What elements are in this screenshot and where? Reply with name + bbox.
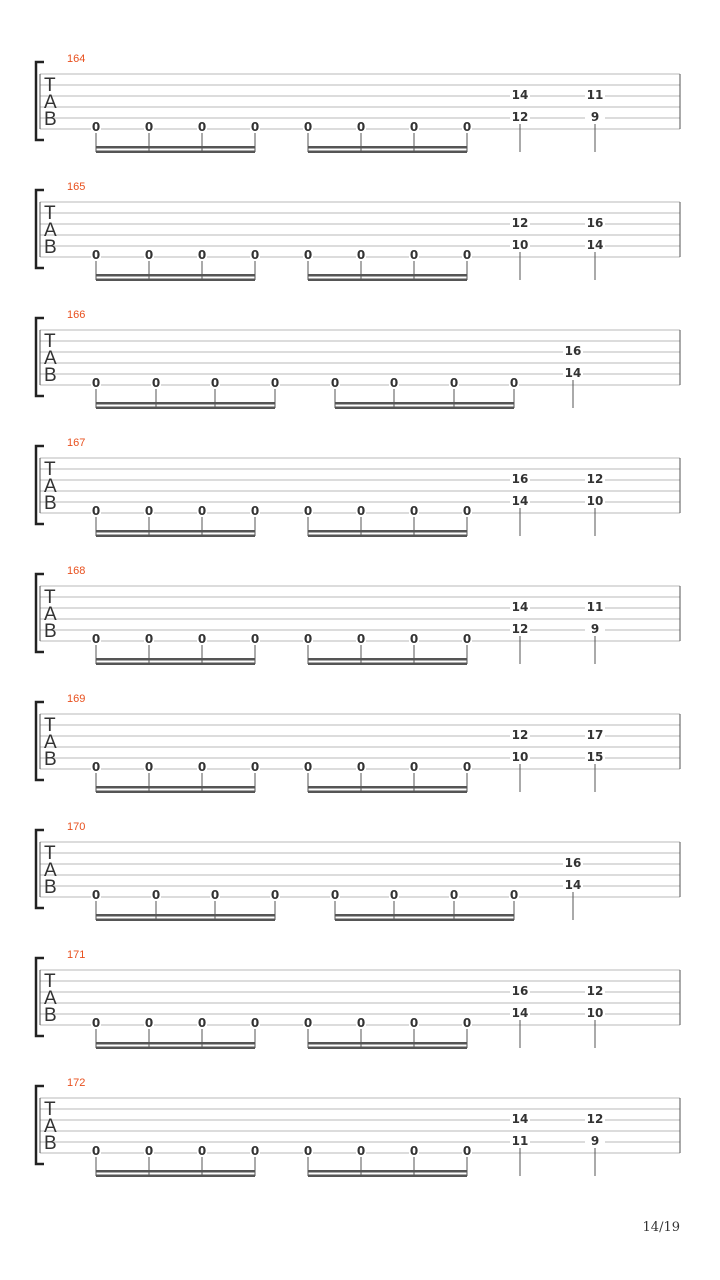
chord-fret-top: 16: [511, 984, 529, 998]
beam: [335, 407, 514, 410]
tab-system: [36, 693, 680, 793]
fret-number: 0: [210, 376, 220, 390]
beam: [96, 791, 255, 794]
tab-clef-letter: T: [44, 587, 56, 608]
chord-fret-top: 16: [586, 216, 604, 230]
fret-number: 0: [91, 1144, 101, 1158]
fret-number: 0: [409, 1144, 419, 1158]
fret-number: 0: [509, 888, 519, 902]
chord-fret-top: 14: [511, 600, 529, 614]
chord-fret-bottom: 9: [590, 1134, 600, 1148]
tab-clef-letter: T: [44, 203, 56, 224]
chord-fret-bottom: 10: [511, 238, 529, 252]
tab-clef-letter: A: [44, 604, 57, 625]
fret-number: 0: [197, 1016, 207, 1030]
beam: [96, 1042, 255, 1045]
chord-fret-top: 12: [586, 984, 604, 998]
chord-fret-bottom: 12: [511, 110, 529, 124]
fret-number: 0: [250, 760, 260, 774]
fret-number: 0: [462, 632, 472, 646]
tab-clef-letter: T: [44, 331, 56, 352]
tab-clef-letter: A: [44, 860, 57, 881]
chord-fret-bottom: 14: [586, 238, 604, 252]
fret-number: 0: [356, 1144, 366, 1158]
tab-clef-letter: A: [44, 988, 57, 1009]
chord-fret-bottom: 10: [586, 494, 604, 508]
fret-number: 0: [270, 888, 280, 902]
tab-clef-letter: B: [44, 493, 57, 514]
chord-fret-bottom: 11: [511, 1134, 529, 1148]
tab-system: [36, 53, 680, 153]
fret-number: 0: [409, 504, 419, 518]
chord-fret-top: 12: [511, 216, 529, 230]
beam: [96, 402, 275, 405]
fret-number: 0: [449, 888, 459, 902]
tab-clef-letter: T: [44, 715, 56, 736]
tab-clef-letter: B: [44, 1005, 57, 1026]
chord-fret-top: 14: [511, 1112, 529, 1126]
tab-clef-letter: B: [44, 749, 57, 770]
beam: [308, 1175, 467, 1178]
fret-number: 0: [144, 632, 154, 646]
fret-number: 0: [356, 504, 366, 518]
fret-number: 0: [250, 1144, 260, 1158]
fret-number: 0: [144, 1144, 154, 1158]
fret-number: 0: [250, 632, 260, 646]
fret-number: 0: [303, 1016, 313, 1030]
fret-number: 0: [91, 120, 101, 134]
fret-number: 0: [144, 248, 154, 262]
fret-number: 0: [144, 760, 154, 774]
fret-number: 0: [151, 376, 161, 390]
beam: [308, 791, 467, 794]
beam: [308, 535, 467, 538]
beam: [96, 914, 275, 917]
beam: [96, 919, 275, 922]
tab-clef-letter: B: [44, 109, 57, 130]
tab-clef-letter: B: [44, 365, 57, 386]
beam: [96, 274, 255, 277]
beam: [96, 658, 255, 661]
fret-number: 0: [197, 120, 207, 134]
chord-fret-bottom: 14: [511, 1006, 529, 1020]
tab-clef-letter: B: [44, 621, 57, 642]
fret-number: 0: [250, 1016, 260, 1030]
tab-clef-letter: T: [44, 1099, 56, 1120]
chord-fret-top: 11: [586, 600, 604, 614]
measure-number: 166: [67, 309, 86, 321]
fret-number: 0: [330, 888, 340, 902]
measure-number: 164: [67, 53, 86, 65]
fret-number: 0: [197, 632, 207, 646]
fret-number: 0: [91, 888, 101, 902]
fret-number: 0: [250, 504, 260, 518]
fret-number: 0: [91, 632, 101, 646]
beam: [96, 407, 275, 410]
tab-clef-letter: A: [44, 92, 57, 113]
fret-number: 0: [91, 504, 101, 518]
tab-clef-letter: T: [44, 75, 56, 96]
chord-fret-top: 16: [564, 344, 582, 358]
beam: [308, 274, 467, 277]
fret-number: 0: [449, 376, 459, 390]
fret-number: 0: [389, 888, 399, 902]
tab-clef-letter: A: [44, 476, 57, 497]
beam: [96, 151, 255, 154]
fret-number: 0: [270, 376, 280, 390]
beam: [96, 786, 255, 789]
chord-fret-bottom: 10: [586, 1006, 604, 1020]
chord-fret-top: 17: [586, 728, 604, 742]
fret-number: 0: [91, 1016, 101, 1030]
fret-number: 0: [409, 120, 419, 134]
fret-number: 0: [197, 504, 207, 518]
fret-number: 0: [462, 504, 472, 518]
chord-fret-top: 11: [586, 88, 604, 102]
tab-system: [36, 565, 680, 665]
tab-clef-letter: T: [44, 843, 56, 864]
fret-number: 0: [389, 376, 399, 390]
tab-clef-letter: A: [44, 220, 57, 241]
measure-number: 165: [67, 181, 86, 193]
chord-fret-bottom: 14: [564, 878, 582, 892]
beam: [308, 530, 467, 533]
chord-fret-bottom: 9: [590, 622, 600, 636]
fret-number: 0: [462, 248, 472, 262]
beam: [308, 658, 467, 661]
beam: [96, 530, 255, 533]
beam: [308, 279, 467, 282]
fret-number: 0: [509, 376, 519, 390]
fret-number: 0: [462, 120, 472, 134]
fret-number: 0: [462, 760, 472, 774]
fret-number: 0: [356, 120, 366, 134]
chord-fret-top: 14: [511, 88, 529, 102]
tab-system: [36, 181, 680, 281]
fret-number: 0: [303, 248, 313, 262]
beam: [308, 786, 467, 789]
chord-fret-bottom: 10: [511, 750, 529, 764]
chord-fret-bottom: 14: [511, 494, 529, 508]
tab-system: [36, 821, 680, 921]
fret-number: 0: [197, 1144, 207, 1158]
fret-number: 0: [330, 376, 340, 390]
fret-number: 0: [210, 888, 220, 902]
fret-number: 0: [409, 760, 419, 774]
chord-fret-top: 12: [586, 1112, 604, 1126]
beam: [308, 1047, 467, 1050]
beam: [308, 663, 467, 666]
beam: [308, 151, 467, 154]
fret-number: 0: [409, 632, 419, 646]
chord-fret-bottom: 12: [511, 622, 529, 636]
fret-number: 0: [462, 1016, 472, 1030]
chord-fret-bottom: 14: [564, 366, 582, 380]
fret-number: 0: [303, 632, 313, 646]
fret-number: 0: [409, 1016, 419, 1030]
fret-number: 0: [356, 632, 366, 646]
measure-number: 170: [67, 821, 86, 833]
measure-number: 167: [67, 437, 86, 449]
fret-number: 0: [409, 248, 419, 262]
measure-number: 171: [67, 949, 86, 961]
fret-number: 0: [144, 1016, 154, 1030]
beam: [96, 535, 255, 538]
fret-number: 0: [356, 248, 366, 262]
beam: [96, 663, 255, 666]
fret-number: 0: [151, 888, 161, 902]
fret-number: 0: [197, 248, 207, 262]
tab-system: [36, 309, 680, 409]
fret-number: 0: [144, 504, 154, 518]
chord-fret-top: 12: [511, 728, 529, 742]
chord-fret-top: 16: [511, 472, 529, 486]
fret-number: 0: [91, 376, 101, 390]
tab-clef-letter: A: [44, 348, 57, 369]
fret-number: 0: [356, 760, 366, 774]
beam: [96, 1170, 255, 1173]
tab-clef-letter: T: [44, 971, 56, 992]
tab-system: [36, 1077, 680, 1177]
chord-fret-top: 12: [586, 472, 604, 486]
tab-clef-letter: B: [44, 1133, 57, 1154]
beam: [96, 1175, 255, 1178]
chord-fret-bottom: 15: [586, 750, 604, 764]
beam: [96, 279, 255, 282]
tab-system: [36, 949, 680, 1049]
beam: [96, 146, 255, 149]
fret-number: 0: [91, 760, 101, 774]
fret-number: 0: [91, 248, 101, 262]
beam: [308, 146, 467, 149]
fret-number: 0: [303, 760, 313, 774]
tab-clef-letter: T: [44, 459, 56, 480]
beam: [335, 919, 514, 922]
tab-clef-letter: B: [44, 237, 57, 258]
fret-number: 0: [250, 120, 260, 134]
fret-number: 0: [303, 504, 313, 518]
beam: [335, 402, 514, 405]
tab-clef-letter: B: [44, 877, 57, 898]
fret-number: 0: [250, 248, 260, 262]
fret-number: 0: [303, 120, 313, 134]
tab-clef-letter: A: [44, 732, 57, 753]
beam: [96, 1047, 255, 1050]
fret-number: 0: [144, 120, 154, 134]
beam: [308, 1170, 467, 1173]
fret-number: 0: [356, 1016, 366, 1030]
beam: [335, 914, 514, 917]
chord-fret-top: 16: [564, 856, 582, 870]
fret-number: 0: [197, 760, 207, 774]
fret-number: 0: [462, 1144, 472, 1158]
tab-system: [36, 437, 680, 537]
measure-number: 169: [67, 693, 86, 705]
fret-number: 0: [303, 1144, 313, 1158]
chord-fret-bottom: 9: [590, 110, 600, 124]
page-number: 14/19: [642, 1220, 680, 1235]
measure-number: 168: [67, 565, 86, 577]
tab-clef-letter: A: [44, 1116, 57, 1137]
beam: [308, 1042, 467, 1045]
measure-number: 172: [67, 1077, 86, 1089]
